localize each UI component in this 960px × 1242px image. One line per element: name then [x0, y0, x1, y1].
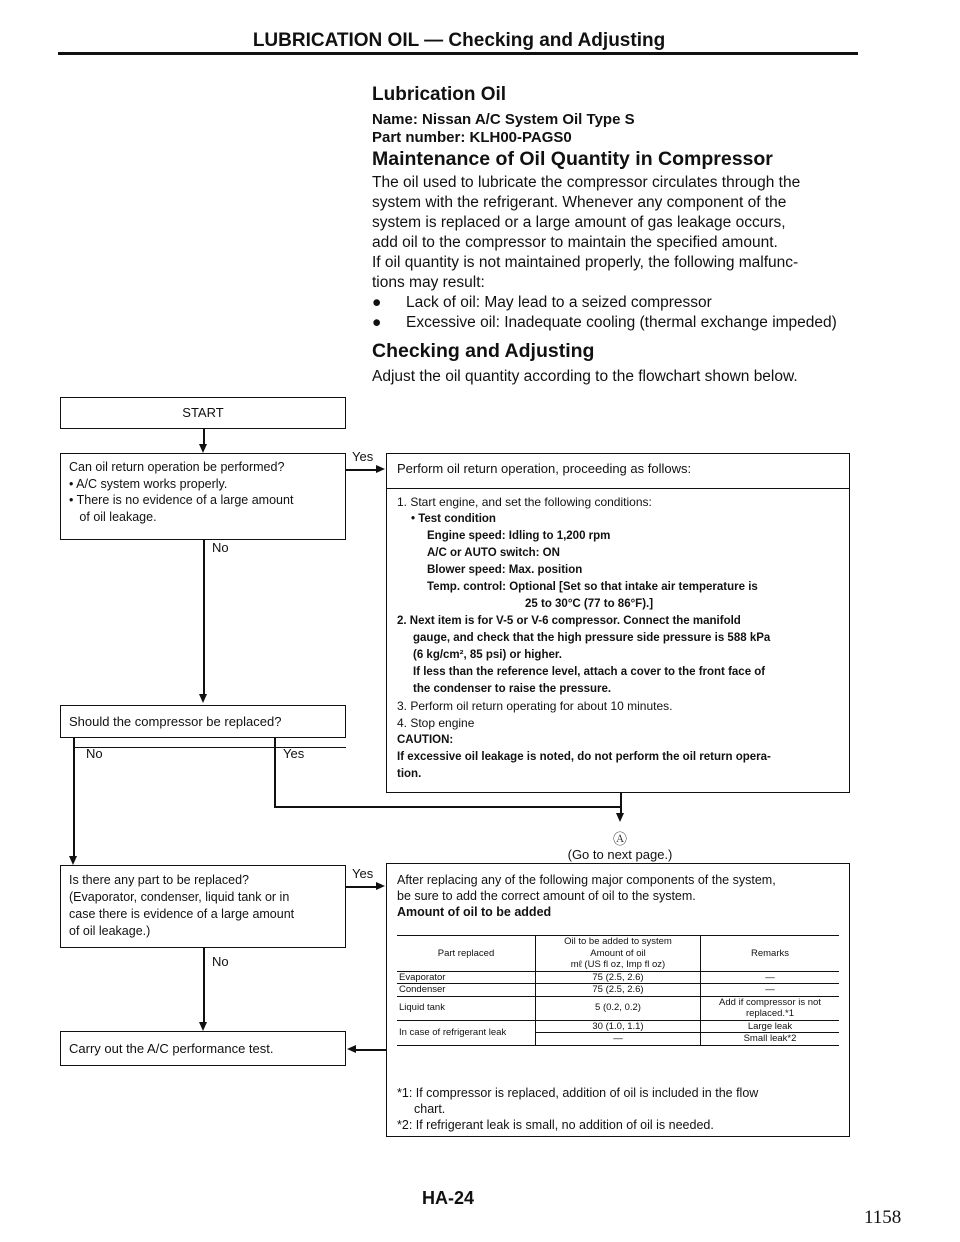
arrow-down-icon: [199, 694, 207, 703]
caution-line: tion.: [397, 768, 422, 780]
table-row: Liquid tank 5 (0.2, 0.2) Add if compressor is not: [397, 996, 839, 1008]
perform-step-4: 4. Stop engine: [397, 716, 475, 730]
condition-line: Blower speed: Max. position: [427, 564, 583, 576]
table-row: Evaporator 75 (2.5, 2.6) —: [397, 971, 839, 984]
bullet-excessive-oil: Excessive oil: Inadequate cooling (thermal exchange impeded): [406, 314, 837, 331]
caution-label: CAUTION:: [397, 734, 454, 746]
condition-line: Temp. control: Optional [Set so that intake air temperature is: [427, 581, 758, 593]
page-number: HA-24: [422, 1188, 475, 1208]
q1-line: • A/C system works properly.: [69, 476, 228, 491]
maintenance-line: tions may result:: [372, 274, 485, 291]
part-number-line: Part number: KLH00-PAGS0: [372, 129, 572, 146]
maintenance-paragraph: [372, 173, 862, 293]
after-line: be sure to add the correct amount of oil to the system.: [397, 889, 696, 903]
q1-line: • There is no evidence of a large amount: [69, 493, 294, 507]
flow-add-oil-box: [386, 863, 850, 1137]
arrow-down-icon: [199, 444, 207, 453]
step2-line: 2. Next item is for V-5 or V-6 compressor. Connect the manifold: [397, 615, 741, 627]
arrow-down-icon: [199, 1022, 207, 1031]
q3-line: of oil leakage.): [69, 924, 151, 938]
q3-line: Is there any part to be replaced?: [69, 873, 249, 887]
maintenance-line: The oil used to lubricate the compressor circulates through the: [372, 174, 801, 191]
condition-line: A/C or AUTO switch: ON: [427, 547, 560, 559]
col-header-oil: mℓ (US fl oz, Imp fl oz): [536, 959, 701, 971]
flow-question-part-replaced: [60, 865, 346, 948]
condition-line: Engine speed: Idling to 1,200 rpm: [427, 530, 611, 542]
col-header-remarks: Remarks: [701, 936, 840, 972]
bullet-list: ● Lack of oil: May lead to a seized compressor ● Excessive oil: Inadequate cooling (thermal exchange impeded): [372, 294, 837, 331]
arrow-right-icon: [376, 465, 385, 473]
connector-a: Ⓐ: [613, 831, 627, 847]
after-line: After replacing any of the following major components of the system,: [397, 873, 776, 887]
perform-step-1: 1. Start engine, and set the following conditions:: [397, 495, 652, 509]
col-header-oil: Amount of oil: [536, 948, 701, 960]
arrow-down-icon: [616, 813, 624, 822]
col-header-part: Part replaced: [397, 936, 536, 972]
flow-perform-oil-return: [386, 453, 850, 793]
step2-line: gauge, and check that the high pressure side pressure is 588 kPa: [413, 632, 771, 644]
table-row: In case of refrigerant leak 30 (1.0, 1.1) Large leak: [397, 1020, 839, 1033]
label-no: No: [86, 746, 103, 761]
arrow-down-icon: [69, 856, 77, 865]
maintenance-line: If oil quantity is not maintained properly, the following malfunc-: [372, 254, 799, 271]
section-heading-lubrication-oil: Lubrication Oil: [372, 84, 507, 105]
label-no: No: [212, 954, 229, 969]
condition-line: 25 to 30°C (77 to 86°F).]: [525, 598, 654, 610]
flow-question-oil-return: [60, 453, 346, 540]
amount-heading: Amount of oil to be added: [397, 905, 552, 919]
test-condition: • Test condition: [411, 513, 496, 525]
oil-name-line: Name: Nissan A/C System Oil Type S: [372, 111, 635, 128]
page-title: LUBRICATION OIL — Checking and Adjusting: [252, 30, 666, 51]
perform-title: Perform oil return operation, proceeding as follows:: [397, 461, 692, 476]
bullet-lack-of-oil: Lack of oil: May lead to a seized compressor: [406, 294, 712, 311]
label-yes: Yes: [352, 866, 374, 881]
checking-instruction: Adjust the oil quantity according to the flowchart shown below.: [372, 368, 798, 385]
maintenance-line: system is replaced or a large amount of gas leakage occurs,: [372, 214, 786, 231]
q3-line: case there is evidence of a large amount: [69, 907, 295, 921]
goto-next-page: (Go to next page.): [567, 847, 673, 862]
header-rule: [58, 52, 858, 55]
section-heading-maintenance: Maintenance of Oil Quantity in Compressor: [372, 148, 773, 170]
arrow-right-icon: [376, 882, 385, 890]
section-heading-checking: Checking and Adjusting: [372, 340, 595, 362]
q1-line: Can oil return operation be performed?: [69, 460, 285, 474]
table-row: replaced.*1: [397, 1008, 839, 1020]
table-row: — Small leak*2: [397, 1033, 839, 1046]
flow-start: START: [60, 397, 346, 429]
label-no: No: [212, 540, 229, 555]
flow-performance-test: Carry out the A/C performance test.: [60, 1031, 346, 1066]
step2-line: the condenser to raise the pressure.: [413, 683, 612, 695]
caution-line: If excessive oil leakage is noted, do not perform the oil return opera-: [397, 751, 771, 763]
table-row: Condenser 75 (2.5, 2.6) —: [397, 984, 839, 997]
q1-line: of oil leakage.: [69, 509, 157, 524]
label-yes: Yes: [283, 746, 305, 761]
sheet-number: 1158: [864, 1207, 902, 1228]
footnote-1: *1: If compressor is replaced, addition of oil is included in the flow: [397, 1086, 759, 1100]
footnote-2: *2: If refrigerant leak is small, no addition of oil is needed.: [397, 1118, 714, 1132]
arrow-left-icon: [347, 1045, 356, 1053]
flow-question-replace-compressor: Should the compressor be replaced?: [60, 705, 346, 738]
step2-line: If less than the reference level, attach a cover to the front face of: [413, 666, 766, 678]
step2-line: (6 kg/cm², 85 psi) or higher.: [413, 649, 562, 661]
col-header-oil: Oil to be added to system: [536, 936, 701, 948]
oil-amount-table: [397, 935, 839, 1046]
q3-line: (Evaporator, condenser, liquid tank or in: [69, 890, 290, 904]
footnote-1-cont: chart.: [414, 1102, 446, 1116]
maintenance-line: add oil to the compressor to maintain the specified amount.: [372, 234, 778, 251]
label-yes: Yes: [352, 449, 374, 464]
perform-step-3: 3. Perform oil return operating for about 10 minutes.: [397, 699, 673, 713]
maintenance-line: system with the refrigerant. Whenever any component of the: [372, 194, 787, 211]
